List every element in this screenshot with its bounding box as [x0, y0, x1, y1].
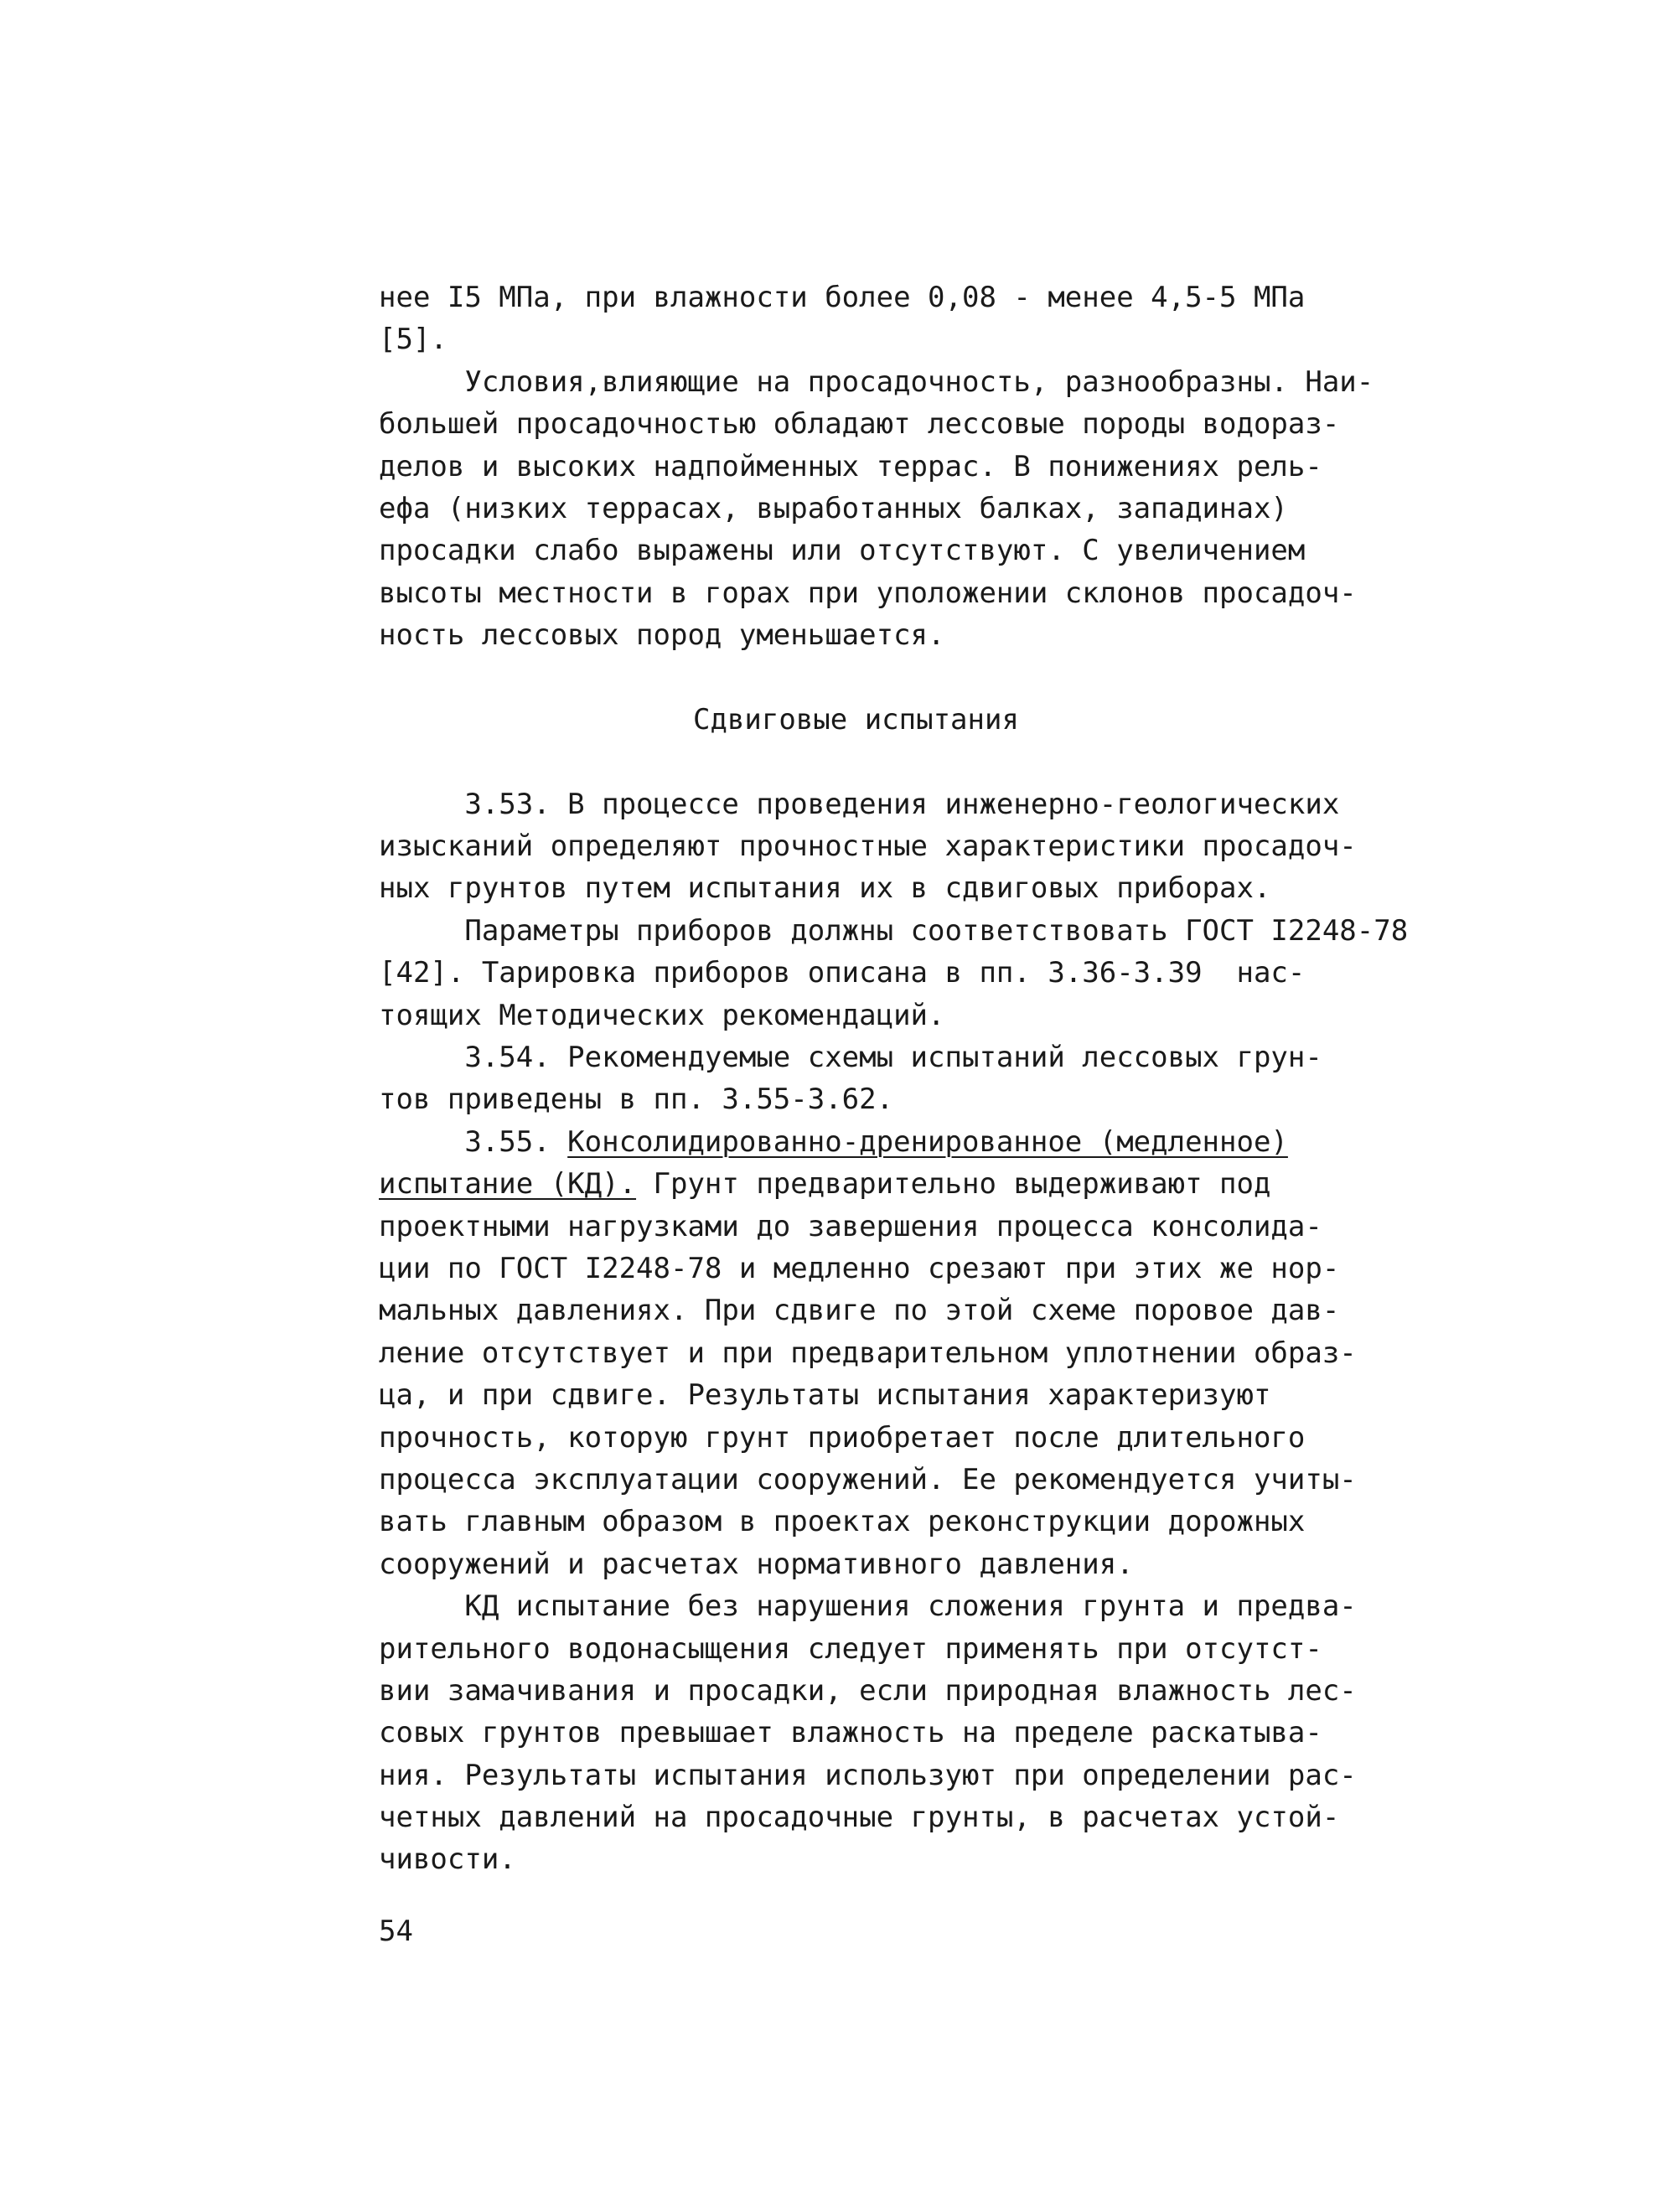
- underlined-term: Консолидированно-дренированное (медленное): [567, 1124, 1288, 1159]
- text-line: ефа (низких террасах, выработанных балках, западинах): [379, 491, 1288, 525]
- text-line: вии замачивания и просадки, если природная влажность лес-: [379, 1673, 1357, 1708]
- text-line: ление отсутствует и при предварительном уплотнении образ-: [379, 1336, 1357, 1370]
- text-line: вать главным образом в проектах реконструкции дорожных: [379, 1505, 1306, 1539]
- text-line: большей просадочностью обладают лессовые породы водораз-: [379, 407, 1340, 442]
- text-line: проектными нагрузками до завершения процесса консолида-: [379, 1209, 1322, 1243]
- text-line: Параметры приборов должны соответствовать ГОСТ I2248-78: [379, 913, 1409, 948]
- paragraph-prefix: 3.55.: [379, 1124, 568, 1159]
- spacer: [379, 741, 1426, 783]
- text-line: [42]. Тарировка приборов описана в пп. 3.36-3.39 нас-: [379, 956, 1306, 990]
- text-line-3-55: [379, 1121, 1426, 1163]
- text-line: процесса эксплуатации сооружений. Ее рекомендуется учиты-: [379, 1462, 1357, 1496]
- text-line: тоящих Методических рекомендаций.: [379, 998, 945, 1032]
- text-line: ца, и при сдвиге. Результаты испытания характеризуют: [379, 1378, 1271, 1413]
- text-line: мальных давлениях. При сдвиге по этой схеме поровое дав-: [379, 1294, 1340, 1328]
- text-line: нее I5 МПа, при влажности более 0,08 - менее 4,5-5 МПа: [379, 281, 1306, 314]
- underlined-term: испытание (КД).: [379, 1167, 637, 1202]
- text-line: просадки слабо выражены или отсутствуют. С увеличением: [379, 534, 1306, 568]
- text-line: 3.54. Рекомендуемые схемы испытаний лессовых грун-: [379, 1041, 1322, 1075]
- text-line: ных грунтов путем испытания их в сдвиговых приборах.: [379, 871, 1271, 906]
- text-line: четных давлений на просадочные грунты, в расчетах устой-: [379, 1801, 1340, 1835]
- text-line: совых грунтов превышает влажность на пределе раскатыва-: [379, 1716, 1322, 1750]
- body-text: [379, 276, 1426, 1881]
- line-rest: Грунт предварительно выдерживают под: [636, 1167, 1271, 1202]
- text-line: рительного водонасыщения следует применять при отсутст-: [379, 1631, 1322, 1666]
- text-line: чивости.: [379, 1842, 516, 1877]
- section-heading: Сдвиговые испытания: [693, 702, 1019, 736]
- text-line: прочность, которую грунт приобретает после длительного: [379, 1420, 1306, 1455]
- text-line: ции по ГОСТ I2248-78 и медленно срезают при этих же нор-: [379, 1251, 1340, 1285]
- text-line: [5].: [379, 323, 447, 357]
- text-line: [379, 1163, 1426, 1205]
- text-line: КД испытание без нарушения сложения грунта и предва-: [379, 1589, 1357, 1624]
- page-number: 54: [379, 1915, 413, 1948]
- spacer: [379, 657, 1426, 699]
- text-line: ния. Результаты испытания используют при определении рас-: [379, 1758, 1357, 1792]
- text-line: сооружений и расчетах нормативного давления.: [379, 1547, 1134, 1581]
- text-line: изысканий определяют прочностные характеристики просадоч-: [379, 830, 1357, 864]
- text-line: делов и высоких надпойменных террас. В понижениях рель-: [379, 449, 1322, 483]
- text-line: 3.53. В процессе проведения инженерно-геологических: [379, 787, 1340, 821]
- text-line: тов приведены в пп. 3.55-3.62.: [379, 1083, 894, 1117]
- text-line: высоты местности в горах при уположении склонов просадоч-: [379, 576, 1357, 610]
- text-line: ность лессовых пород уменьшается.: [379, 618, 945, 653]
- text-line: Условия,влияющие на просадочность, разнообразны. Наи-: [379, 364, 1374, 399]
